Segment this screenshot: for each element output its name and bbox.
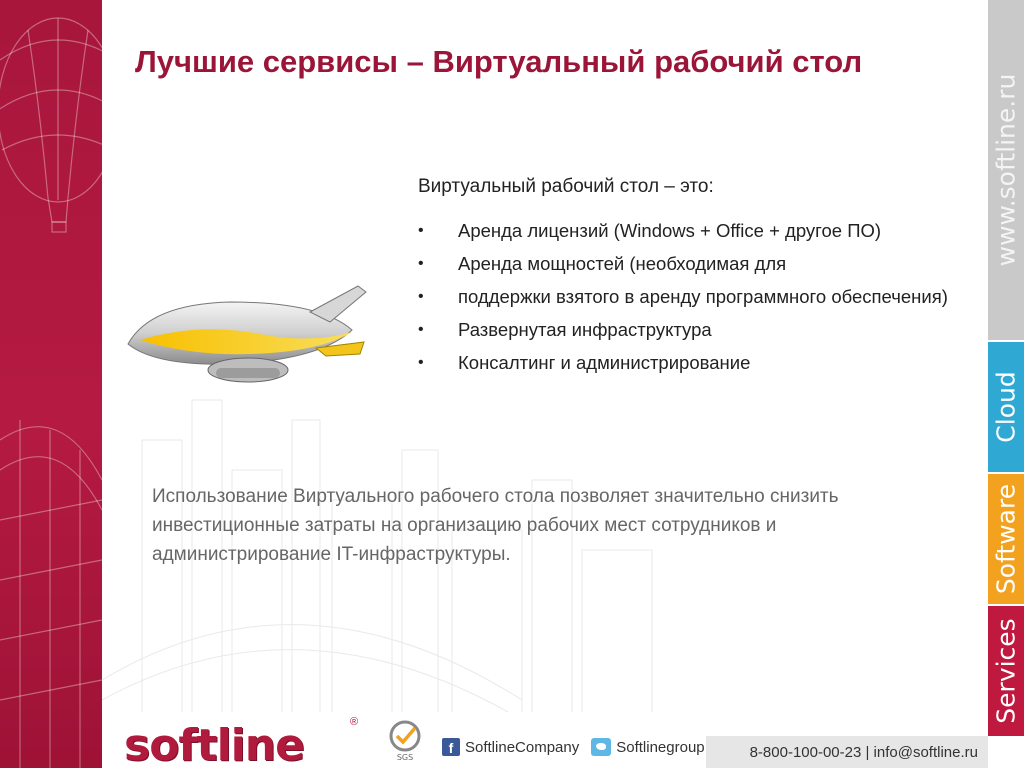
facebook-label[interactable]: SoftlineCompany xyxy=(465,738,580,756)
social-links xyxy=(442,738,705,756)
balloon-bridge-illustration xyxy=(0,0,102,768)
services-band xyxy=(988,606,1024,736)
sgs-label: SGS xyxy=(396,753,414,762)
software-label: Software xyxy=(991,483,1021,595)
website-url[interactable]: www.softline.ru xyxy=(991,73,1021,267)
bullet-item xyxy=(418,284,978,309)
bullet-text: Аренда лицензий (Windows + Office + другое ПО) xyxy=(458,220,882,241)
bullet-item xyxy=(418,350,978,375)
footer xyxy=(102,712,988,768)
bullet-dot: • xyxy=(418,354,424,371)
twitter-link[interactable] xyxy=(591,738,704,756)
summary-paragraph: Использование Виртуального рабочего стола позволяет значительно снизить инвестиционные затраты на организацию рабочих мест сотрудников и администрирование IT-инфраструктуры. xyxy=(152,486,839,565)
airship-illustration xyxy=(120,282,370,387)
softline-logo: softline xyxy=(124,720,304,768)
slide-title: Лучшие сервисы – Виртуальный рабочий стол xyxy=(135,44,863,79)
left-decorative-band xyxy=(0,0,102,768)
bullet-item xyxy=(418,317,978,342)
definition-heading: Виртуальный рабочий стол – это: xyxy=(418,176,714,197)
sgs-certification-icon xyxy=(388,720,422,762)
right-brand-band xyxy=(988,0,1024,768)
bullet-text: Развернутая инфраструктура xyxy=(458,319,712,340)
bullet-dot: • xyxy=(418,255,424,272)
cloud-band xyxy=(988,342,1024,472)
facebook-icon: f xyxy=(442,738,460,756)
bullet-text: поддержки взятого в аренду программного обеспечения) xyxy=(458,286,948,307)
bullet-item xyxy=(418,218,978,243)
facebook-link[interactable] xyxy=(442,738,579,756)
services-label: Services xyxy=(991,618,1021,724)
bullet-text: Консалтинг и администрирование xyxy=(458,352,751,373)
bullet-item xyxy=(418,251,978,276)
cloud-label: Cloud xyxy=(991,371,1021,443)
bullet-text: Аренда мощностей (необходимая для xyxy=(458,253,787,274)
website-link-band[interactable] xyxy=(988,0,1024,340)
bullet-dot: • xyxy=(418,321,424,338)
bullet-dot: • xyxy=(418,222,424,239)
software-band xyxy=(988,474,1024,604)
registered-mark: ® xyxy=(350,716,359,728)
twitter-icon xyxy=(591,738,611,756)
contact-info: 8-800-100-00-23 | info@softline.ru xyxy=(706,736,988,768)
feature-bullet-list xyxy=(418,218,978,383)
bullet-dot: • xyxy=(418,288,424,305)
twitter-label[interactable]: Softlinegroup xyxy=(616,738,705,756)
